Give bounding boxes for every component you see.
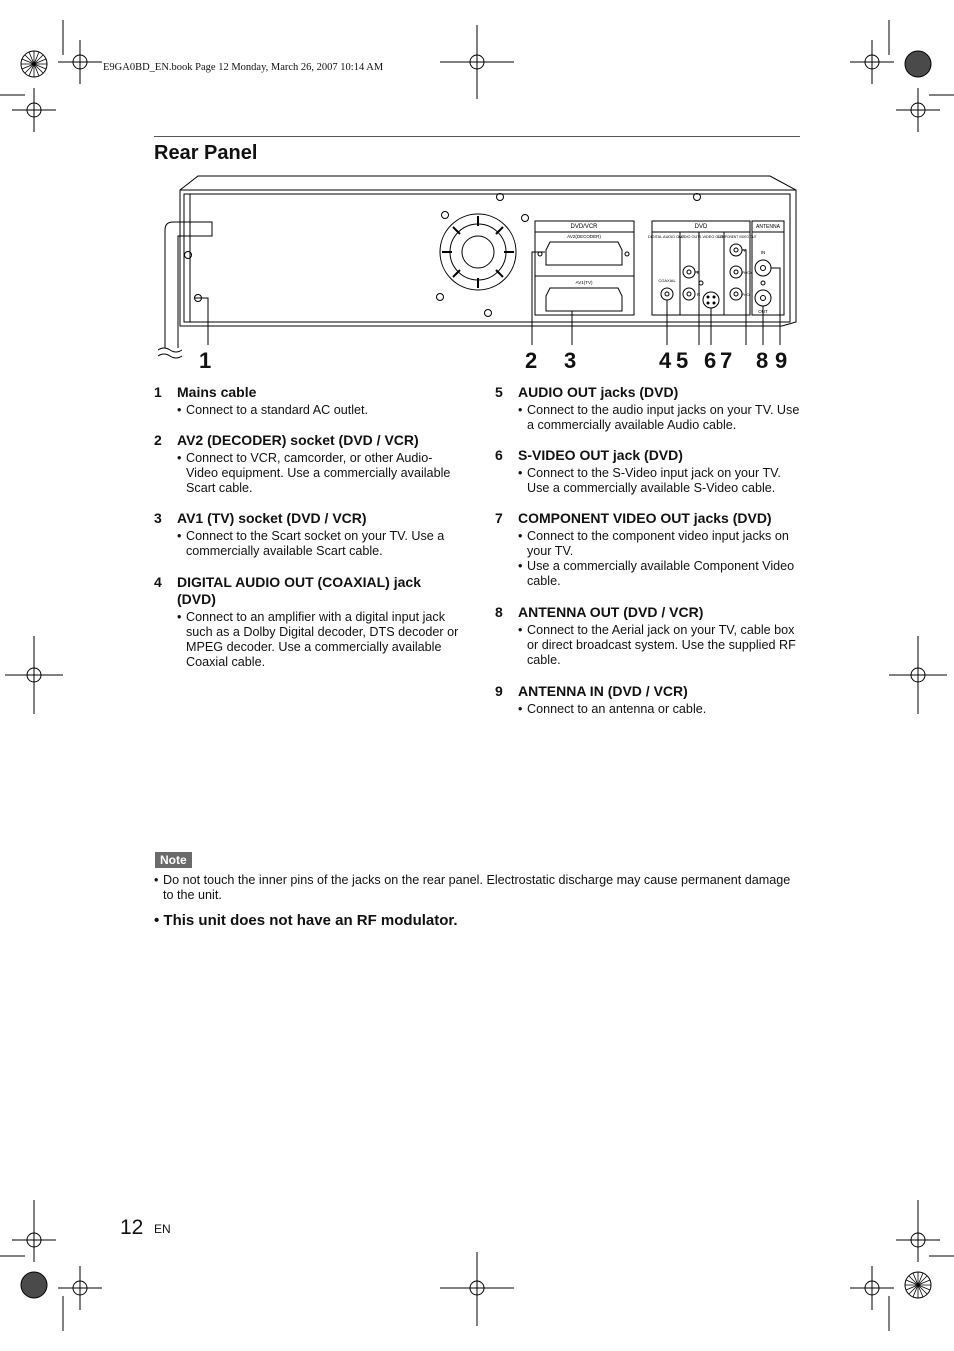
crosshair-icon <box>896 1200 954 1262</box>
item-bullet: • Connect to a standard AC outlet. <box>177 403 454 418</box>
audio-l-label: L <box>697 270 700 275</box>
item-component-video-out <box>495 510 805 589</box>
item-number: 3 <box>154 510 162 526</box>
item-number: 9 <box>495 683 503 699</box>
antenna-out-label: OUT <box>758 309 768 314</box>
note-body: Do not touch the inner pins of the jacks on the rear panel. Electrostatic discharge may cause permanent damage to the unit. <box>163 873 791 902</box>
item-bullet: • Connect to an antenna or cable. <box>518 702 805 717</box>
crosshair-icon <box>58 20 102 84</box>
antenna-in-label: IN <box>760 250 766 255</box>
digital-audio-out-label: DIGITAL AUDIO OUT <box>647 235 685 239</box>
item-heading: COMPONENT VIDEO OUT jacks (DVD) <box>518 510 772 526</box>
item-number: 2 <box>154 432 162 448</box>
item-heading: AV2 (DECODER) socket (DVD / VCR) <box>177 432 419 448</box>
item-bullet: • Connect to the Aerial jack on your TV, cable box or direct broadcast system. Use the supplied RF cable. <box>518 623 805 668</box>
language-label: EN <box>154 1222 171 1236</box>
item-antenna-out <box>495 604 805 668</box>
coaxial-label: COAXIAL <box>658 278 676 283</box>
av1-label: AV1(TV) <box>575 280 593 285</box>
item-s-video-out <box>495 447 805 496</box>
item-av1-socket <box>154 510 464 559</box>
item-heading: ANTENNA OUT (DVD / VCR) <box>518 604 704 620</box>
crosshair-icon <box>0 88 56 132</box>
callout-1: 1 <box>199 348 212 373</box>
crosshair-icon <box>5 636 63 714</box>
crosshair-icon <box>896 88 954 132</box>
item-antenna-in <box>495 683 805 717</box>
item-bullet: • Connect to VCR, camcorder, or other Audio-Video equipment. Use a commercially available Scart cable. <box>177 451 454 496</box>
component-pb-label: Pb/Cb <box>742 271 752 275</box>
note-badge: Note <box>155 852 192 868</box>
callout-6: 6 <box>704 348 717 373</box>
item-bullet: • Use a commercially available Component Video cable. <box>518 559 805 589</box>
callout-9: 9 <box>775 348 788 373</box>
item-bullet: • Connect to the S-Video input jack on your TV. Use a commercially available S-Video cable. <box>518 466 805 496</box>
crosshair-icon <box>850 1266 894 1331</box>
callout-8: 8 <box>756 348 769 373</box>
book-info: E9GA0BD_EN.book Page 12 Monday, March 26, 2007 10:14 AM <box>103 62 384 73</box>
component-y-label: Y <box>743 248 747 253</box>
component-pr-label: Pr/Cr <box>742 293 751 297</box>
crosshair-icon <box>0 1200 56 1262</box>
callout-7: 7 <box>720 348 733 373</box>
item-number: 5 <box>495 384 503 400</box>
page-number: 12 <box>120 1216 144 1239</box>
item-heading: Mains cable <box>177 384 257 400</box>
item-mains-cable <box>154 384 454 418</box>
crosshair-icon <box>889 636 947 714</box>
audio-r-label: R <box>697 292 701 297</box>
crosshair-icon <box>440 25 514 99</box>
item-heading: DIGITAL AUDIO OUT (COAXIAL) jack (DVD) <box>177 574 421 607</box>
item-number: 1 <box>154 384 162 400</box>
dvd-vcr-label: DVD/VCR <box>570 224 598 230</box>
item-av2-socket <box>154 432 454 496</box>
item-digital-audio-out <box>154 574 460 670</box>
gray-dot-icon <box>905 51 931 77</box>
item-bullet: • Connect to the component video input jacks on your TV. <box>518 529 805 559</box>
av2-label: AV2(DECODER) <box>567 234 601 239</box>
callout-5: 5 <box>676 348 689 373</box>
component-video-out-label: COMPONENT VIDEO OUT <box>717 235 757 239</box>
item-number: 8 <box>495 604 503 620</box>
crosshair-icon <box>58 1266 102 1331</box>
audio-out-label: AUDIO OUT <box>678 235 700 239</box>
dvd-label: DVD <box>694 224 708 230</box>
gray-dot-icon <box>21 1272 47 1298</box>
item-number: 7 <box>495 510 503 526</box>
item-bullet: • Connect to an amplifier with a digital input jack such as a Dolby Digital decoder, DTS decoder or MPEG decoder. Use a commercially available Coaxial cable. <box>177 610 460 670</box>
bullet-icon: • <box>154 873 159 887</box>
starburst-icon <box>905 1272 931 1298</box>
callout-3: 3 <box>564 348 577 373</box>
crosshair-icon <box>440 1252 514 1326</box>
callout-2: 2 <box>525 348 538 373</box>
starburst-icon <box>21 51 47 77</box>
note-emphasis: • This unit does not have an RF modulator. <box>154 912 458 929</box>
item-bullet: • Connect to the Scart socket on your TV. Use a commercially available Scart cable. <box>177 529 464 559</box>
antenna-label: ANTENNA <box>756 224 780 230</box>
item-heading: AUDIO OUT jacks (DVD) <box>518 384 679 400</box>
item-heading: ANTENNA IN (DVD / VCR) <box>518 683 688 699</box>
item-bullet: • Connect to the audio input jacks on your TV. Use a commercially available Audio cable. <box>518 403 805 433</box>
item-number: 6 <box>495 447 503 463</box>
page-title: Rear Panel <box>154 142 258 164</box>
item-audio-out <box>495 384 805 433</box>
callout-4: 4 <box>659 348 672 373</box>
item-heading: S-VIDEO OUT jack (DVD) <box>518 447 683 463</box>
section-rule <box>154 136 800 137</box>
item-heading: AV1 (TV) socket (DVD / VCR) <box>177 510 367 526</box>
crosshair-icon <box>850 20 894 84</box>
item-number: 4 <box>154 574 162 590</box>
s-video-out-label: S-VIDEO OUT <box>698 235 724 239</box>
note-text <box>154 873 802 903</box>
